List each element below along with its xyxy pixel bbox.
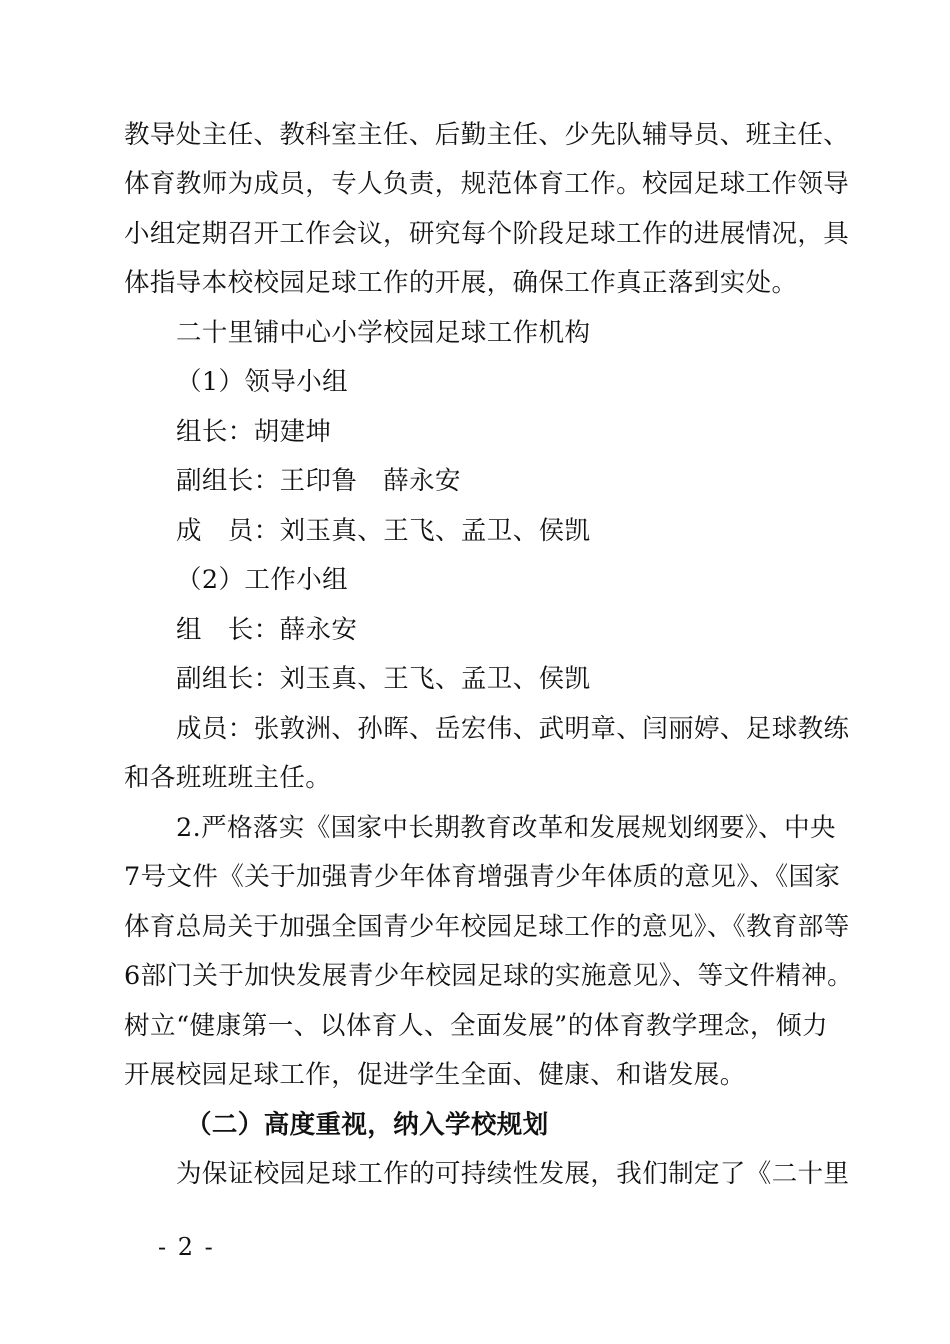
- paragraph-line: 体指导本校校园足球工作的开展，确保工作真正落到实处。: [124, 268, 798, 298]
- paragraph-line: 体育总局关于加强全国青少年校园足球工作的意见》、《教育部等: [124, 912, 850, 942]
- leading-group-heading: （1）领导小组: [176, 367, 349, 397]
- working-group-members: 成员：张敦洲、孙晖、岳宏伟、武明章、闫丽婷、足球教练: [176, 714, 850, 744]
- paragraph-line: 小组定期召开工作会议，研究每个阶段足球工作的进展情况，具: [124, 219, 850, 249]
- working-group-deputy: 副组长：刘玉真、王飞、孟卫、侯凯: [176, 664, 591, 694]
- page-number: - 2 -: [158, 1233, 215, 1261]
- leading-group-leader: 组长：胡建坤: [176, 417, 332, 447]
- working-group-leader: 组 长：薛永安: [176, 615, 358, 645]
- paragraph-line: 开展校园足球工作，促进学生全面、健康、和谐发展。: [124, 1060, 746, 1090]
- paragraph-line: 2.严格落实《国家中长期教育改革和发展规划纲要》、中央: [176, 813, 836, 843]
- paragraph-line: 7号文件《关于加强青少年体育增强青少年体质的意见》、《国家: [124, 862, 841, 892]
- paragraph-line: 教导处主任、教科室主任、后勤主任、少先队辅导员、班主任、: [124, 120, 850, 150]
- leading-group-members: 成 员：刘玉真、王飞、孟卫、侯凯: [176, 516, 591, 546]
- org-title: 二十里铺中心小学校园足球工作机构: [176, 318, 591, 348]
- leading-group-deputy: 副组长：王印鲁 薛永安: [176, 466, 461, 496]
- paragraph-line: 树立“健康第一、以体育人、全面发展”的体育教学理念，倾力: [124, 1011, 828, 1041]
- paragraph-line: 为保证校园足球工作的可持续性发展，我们制定了《二十里: [176, 1159, 850, 1189]
- paragraph-line: 6部门关于加快发展青少年校园足球的实施意见》、等文件精神。: [124, 961, 854, 991]
- working-group-heading: （2）工作小组: [176, 565, 349, 595]
- section-heading: （二）高度重视，纳入学校规划: [186, 1110, 549, 1140]
- working-group-members-cont: 和各班班班主任。: [124, 763, 332, 793]
- paragraph-line: 体育教师为成员，专人负责，规范体育工作。校园足球工作领导: [124, 169, 850, 199]
